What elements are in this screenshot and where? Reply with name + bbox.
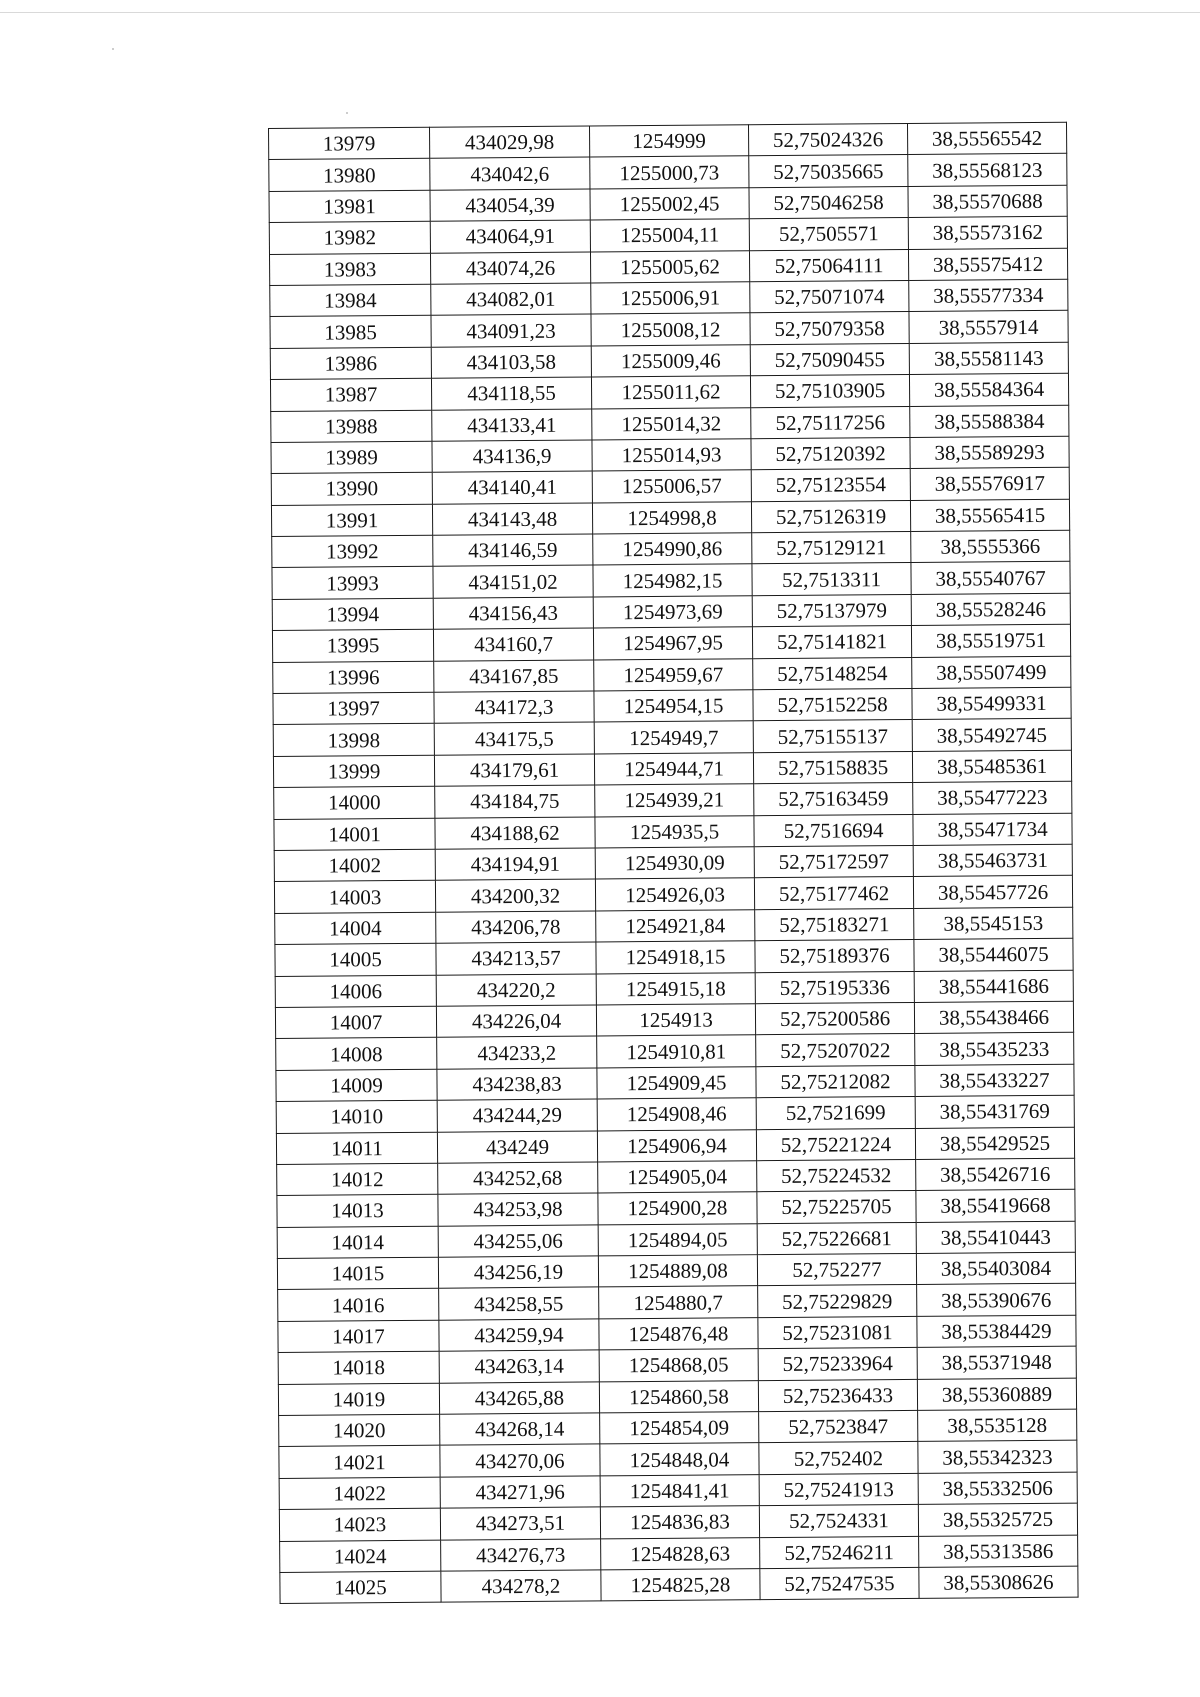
longitude-cell: 38,55485361	[912, 750, 1071, 783]
y-coordinate-cell: 1254939,21	[595, 784, 754, 817]
x-coordinate-cell: 434252,68	[438, 1162, 598, 1195]
y-coordinate-cell: 1254982,15	[593, 564, 752, 597]
y-coordinate-cell: 1255011,62	[591, 376, 750, 409]
longitude-cell: 38,55463731	[913, 844, 1072, 877]
latitude-cell: 52,75195336	[755, 971, 914, 1004]
point-number-cell: 13984	[270, 284, 431, 317]
x-coordinate-cell: 434268,14	[440, 1413, 600, 1446]
point-number-cell: 14019	[278, 1383, 439, 1416]
longitude-cell: 38,55565415	[910, 499, 1069, 532]
latitude-cell: 52,75229829	[758, 1285, 917, 1318]
y-coordinate-cell: 1255009,46	[591, 344, 750, 377]
x-coordinate-cell: 434064,91	[430, 220, 590, 253]
point-number-cell: 13980	[269, 159, 430, 192]
longitude-cell: 38,55528246	[911, 593, 1070, 626]
latitude-cell: 52,752402	[759, 1442, 918, 1475]
scan-speck	[112, 48, 114, 50]
point-number-cell: 14025	[280, 1571, 441, 1604]
latitude-cell: 52,75189376	[755, 940, 914, 973]
x-coordinate-cell: 434146,59	[433, 534, 593, 567]
scan-top-edge	[0, 12, 1200, 13]
y-coordinate-cell: 1255005,62	[590, 250, 749, 283]
point-number-cell: 13990	[271, 473, 432, 506]
latitude-cell: 52,75158835	[753, 751, 912, 784]
point-number-cell: 14001	[274, 818, 435, 851]
y-coordinate-cell: 1255004,11	[590, 219, 749, 252]
x-coordinate-cell: 434103,58	[431, 346, 591, 379]
y-coordinate-cell: 1254915,18	[596, 972, 755, 1005]
y-coordinate-cell: 1254854,09	[600, 1412, 759, 1445]
x-coordinate-cell: 434042,6	[430, 157, 590, 190]
longitude-cell: 38,55431769	[915, 1095, 1074, 1128]
x-coordinate-cell: 434206,78	[436, 911, 596, 944]
point-number-cell: 13996	[273, 661, 434, 694]
latitude-cell: 52,75241913	[759, 1473, 918, 1506]
longitude-cell: 38,55438466	[914, 1001, 1073, 1034]
y-coordinate-cell: 1255000,73	[590, 156, 749, 189]
point-number-cell: 14022	[279, 1477, 440, 1510]
y-coordinate-cell: 1254860,58	[599, 1380, 758, 1413]
y-coordinate-cell: 1254944,71	[594, 753, 753, 786]
latitude-cell: 52,75183271	[755, 908, 914, 941]
longitude-cell: 38,55507499	[912, 656, 1071, 689]
longitude-cell: 38,55308626	[919, 1566, 1078, 1599]
x-coordinate-cell: 434255,06	[438, 1225, 598, 1258]
y-coordinate-cell: 1255002,45	[590, 188, 749, 221]
latitude-cell: 52,75129121	[752, 532, 911, 565]
latitude-cell: 52,75046258	[749, 186, 908, 219]
point-number-cell: 13983	[269, 253, 430, 286]
x-coordinate-cell: 434249	[437, 1130, 597, 1163]
point-number-cell: 13994	[272, 598, 433, 631]
point-number-cell: 14020	[279, 1414, 440, 1447]
y-coordinate-cell: 1254900,28	[598, 1192, 757, 1225]
point-number-cell: 13995	[272, 629, 433, 662]
latitude-cell: 52,75231081	[758, 1316, 917, 1349]
latitude-cell: 52,752277	[757, 1254, 916, 1287]
point-number-cell: 13999	[273, 755, 434, 788]
y-coordinate-cell: 1254868,05	[599, 1349, 758, 1382]
latitude-cell: 52,75163459	[754, 783, 913, 816]
y-coordinate-cell: 1254990,86	[593, 533, 752, 566]
x-coordinate-cell: 434136,9	[432, 440, 592, 473]
y-coordinate-cell: 1254906,94	[597, 1129, 756, 1162]
longitude-cell: 38,55446075	[914, 938, 1073, 971]
x-coordinate-cell: 434259,94	[439, 1319, 599, 1352]
point-number-cell: 13979	[269, 127, 430, 160]
x-coordinate-cell: 434160,7	[433, 628, 593, 661]
x-coordinate-cell: 434188,62	[435, 817, 595, 850]
point-number-cell: 13988	[271, 410, 432, 443]
point-number-cell: 14023	[279, 1508, 440, 1541]
x-coordinate-cell: 434074,26	[430, 252, 590, 285]
latitude-cell: 52,75224532	[757, 1159, 916, 1192]
y-coordinate-cell: 1254825,28	[601, 1569, 760, 1602]
y-coordinate-cell: 1255006,57	[592, 470, 751, 503]
latitude-cell: 52,75177462	[754, 877, 913, 910]
longitude-cell: 38,55577334	[909, 279, 1068, 312]
longitude-cell: 38,55492745	[912, 719, 1071, 752]
latitude-cell: 52,75236433	[758, 1379, 917, 1412]
longitude-cell: 38,55390676	[917, 1284, 1076, 1317]
point-number-cell: 13981	[269, 190, 430, 223]
table-row	[280, 1566, 1078, 1604]
longitude-cell: 38,55588384	[910, 405, 1069, 438]
y-coordinate-cell: 1254910,81	[597, 1035, 756, 1068]
point-number-cell: 14014	[277, 1226, 438, 1259]
x-coordinate-cell: 434194,91	[435, 848, 595, 881]
latitude-cell: 52,75246211	[760, 1536, 919, 1569]
x-coordinate-cell: 434054,39	[430, 189, 590, 222]
latitude-cell: 52,75064111	[749, 249, 908, 282]
longitude-cell: 38,55568123	[908, 154, 1067, 187]
x-coordinate-cell: 434233,2	[437, 1036, 597, 1069]
latitude-cell: 52,75123554	[751, 469, 910, 502]
point-number-cell: 13987	[270, 378, 431, 411]
y-coordinate-cell: 1254909,45	[597, 1066, 756, 1099]
longitude-cell: 38,55471734	[913, 813, 1072, 846]
point-number-cell: 14005	[275, 943, 436, 976]
x-coordinate-cell: 434156,43	[433, 597, 593, 630]
y-coordinate-cell: 1254959,67	[594, 658, 753, 691]
scan-speck	[346, 112, 348, 114]
y-coordinate-cell: 1254905,04	[598, 1161, 757, 1194]
longitude-cell: 38,55576917	[910, 468, 1069, 501]
point-number-cell: 13991	[271, 504, 432, 537]
coordinates-table-body	[269, 122, 1079, 1604]
x-coordinate-cell: 434253,98	[438, 1193, 598, 1226]
y-coordinate-cell: 1254921,84	[596, 909, 755, 942]
point-number-cell: 14021	[279, 1446, 440, 1479]
y-coordinate-cell: 1254908,46	[597, 1098, 756, 1131]
longitude-cell: 38,55570688	[908, 185, 1067, 218]
latitude-cell: 52,7523847	[759, 1410, 918, 1443]
latitude-cell: 52,7505571	[749, 218, 908, 251]
y-coordinate-cell: 1254918,15	[596, 941, 755, 974]
longitude-cell: 38,5555366	[911, 530, 1070, 563]
point-number-cell: 14017	[278, 1320, 439, 1353]
x-coordinate-cell: 434273,51	[440, 1507, 600, 1540]
point-number-cell: 14013	[277, 1194, 438, 1227]
longitude-cell: 38,5545153	[914, 907, 1073, 940]
longitude-cell: 38,55435233	[915, 1033, 1074, 1066]
longitude-cell: 38,55565542	[907, 122, 1066, 155]
latitude-cell: 52,75172597	[754, 845, 913, 878]
x-coordinate-cell: 434151,02	[433, 565, 593, 598]
point-number-cell: 14008	[276, 1038, 437, 1071]
x-coordinate-cell: 434179,61	[434, 754, 594, 787]
longitude-cell: 38,55384429	[917, 1315, 1076, 1348]
latitude-cell: 52,75126319	[751, 500, 910, 533]
latitude-cell: 52,75152258	[753, 688, 912, 721]
latitude-cell: 52,75200586	[755, 1002, 914, 1035]
y-coordinate-cell: 1254889,08	[598, 1255, 757, 1288]
x-coordinate-cell: 434175,5	[434, 722, 594, 755]
longitude-cell: 38,55360889	[917, 1378, 1076, 1411]
point-number-cell: 14018	[278, 1351, 439, 1384]
point-number-cell: 13989	[271, 441, 432, 474]
latitude-cell: 52,75247535	[760, 1567, 919, 1600]
y-coordinate-cell: 1255014,32	[592, 407, 751, 440]
x-coordinate-cell: 434133,41	[432, 408, 592, 441]
y-coordinate-cell: 1255014,93	[592, 439, 751, 472]
longitude-cell: 38,55433227	[915, 1064, 1074, 1097]
longitude-cell: 38,55410443	[916, 1221, 1075, 1254]
longitude-cell: 38,55325725	[918, 1503, 1077, 1536]
latitude-cell: 52,75221224	[756, 1128, 915, 1161]
point-number-cell: 13982	[269, 221, 430, 254]
point-number-cell: 13992	[272, 535, 433, 568]
longitude-cell: 38,55426716	[916, 1158, 1075, 1191]
y-coordinate-cell: 1255006,91	[591, 282, 750, 315]
latitude-cell: 52,75120392	[751, 437, 910, 470]
x-coordinate-cell: 434082,01	[431, 283, 591, 316]
y-coordinate-cell: 1254930,09	[595, 847, 754, 880]
latitude-cell: 52,7513311	[752, 563, 911, 596]
x-coordinate-cell: 434265,88	[439, 1382, 599, 1415]
latitude-cell: 52,75071074	[750, 280, 909, 313]
latitude-cell: 52,7516694	[754, 814, 913, 847]
x-coordinate-cell: 434140,41	[432, 471, 592, 504]
point-number-cell: 14003	[274, 881, 435, 914]
point-number-cell: 14024	[280, 1540, 441, 1573]
latitude-cell: 52,75117256	[751, 406, 910, 439]
point-number-cell: 14004	[275, 912, 436, 945]
x-coordinate-cell: 434270,06	[440, 1444, 600, 1477]
y-coordinate-cell: 1254828,63	[601, 1537, 760, 1570]
point-number-cell: 13985	[270, 316, 431, 349]
point-number-cell: 14006	[275, 975, 436, 1008]
x-coordinate-cell: 434167,85	[434, 660, 594, 693]
longitude-cell: 38,55457726	[913, 876, 1072, 909]
latitude-cell: 52,75225705	[757, 1191, 916, 1224]
x-coordinate-cell: 434238,83	[437, 1068, 597, 1101]
point-number-cell: 14000	[274, 786, 435, 819]
y-coordinate-cell: 1254836,83	[600, 1506, 759, 1539]
longitude-cell: 38,55584364	[909, 373, 1068, 406]
y-coordinate-cell: 1254967,95	[593, 627, 752, 660]
point-number-cell: 14010	[276, 1100, 437, 1133]
y-coordinate-cell: 1254876,48	[599, 1318, 758, 1351]
point-number-cell: 14016	[278, 1289, 439, 1322]
longitude-cell: 38,55371948	[917, 1346, 1076, 1379]
x-coordinate-cell: 434091,23	[431, 314, 591, 347]
latitude-cell: 52,7521699	[756, 1097, 915, 1130]
latitude-cell: 52,75137979	[752, 594, 911, 627]
x-coordinate-cell: 434184,75	[435, 785, 595, 818]
x-coordinate-cell: 434172,3	[434, 691, 594, 724]
longitude-cell: 38,5557914	[909, 311, 1068, 344]
point-number-cell: 13986	[270, 347, 431, 380]
latitude-cell: 52,75212082	[756, 1065, 915, 1098]
y-coordinate-cell: 1254973,69	[593, 596, 752, 629]
x-coordinate-cell: 434278,2	[441, 1570, 601, 1603]
longitude-cell: 38,55313586	[919, 1535, 1078, 1568]
longitude-cell: 38,55573162	[908, 216, 1067, 249]
latitude-cell: 52,75226681	[757, 1222, 916, 1255]
y-coordinate-cell: 1254926,03	[595, 878, 754, 911]
longitude-cell: 38,55441686	[914, 970, 1073, 1003]
y-coordinate-cell: 1254894,05	[598, 1223, 757, 1256]
x-coordinate-cell: 434226,04	[436, 1005, 596, 1038]
latitude-cell: 52,75035665	[749, 155, 908, 188]
latitude-cell: 52,75141821	[752, 626, 911, 659]
point-number-cell: 14002	[274, 849, 435, 882]
longitude-cell: 38,55540767	[911, 562, 1070, 595]
longitude-cell: 38,55589293	[910, 436, 1069, 469]
x-coordinate-cell: 434200,32	[435, 879, 595, 912]
longitude-cell: 38,55403084	[916, 1252, 1075, 1285]
y-coordinate-cell: 1254999	[589, 125, 748, 158]
point-number-cell: 13997	[273, 692, 434, 725]
longitude-cell: 38,55342323	[918, 1441, 1077, 1474]
x-coordinate-cell: 434263,14	[439, 1350, 599, 1383]
x-coordinate-cell: 434256,19	[438, 1256, 598, 1289]
longitude-cell: 38,55519751	[911, 624, 1070, 657]
latitude-cell: 52,75103905	[750, 375, 909, 408]
point-number-cell: 14012	[277, 1163, 438, 1196]
y-coordinate-cell: 1254880,7	[599, 1286, 758, 1319]
longitude-cell: 38,55477223	[913, 781, 1072, 814]
point-number-cell: 13998	[273, 724, 434, 757]
y-coordinate-cell: 1255008,12	[591, 313, 750, 346]
x-coordinate-cell: 434276,73	[441, 1539, 601, 1572]
longitude-cell: 38,55575412	[908, 248, 1067, 281]
y-coordinate-cell: 1254913	[596, 1004, 755, 1037]
x-coordinate-cell: 434213,57	[436, 942, 596, 975]
latitude-cell: 52,75207022	[756, 1034, 915, 1067]
point-number-cell: 14015	[277, 1257, 438, 1290]
point-number-cell: 14011	[276, 1132, 437, 1165]
longitude-cell: 38,55419668	[916, 1189, 1075, 1222]
longitude-cell: 38,5535128	[918, 1409, 1077, 1442]
point-number-cell: 14007	[275, 1006, 436, 1039]
y-coordinate-cell: 1254841,41	[600, 1474, 759, 1507]
latitude-cell: 52,75024326	[748, 123, 907, 156]
latitude-cell: 52,75090455	[750, 343, 909, 376]
y-coordinate-cell: 1254848,04	[600, 1443, 759, 1476]
x-coordinate-cell: 434220,2	[436, 973, 596, 1006]
point-number-cell: 13993	[272, 567, 433, 600]
y-coordinate-cell: 1254935,5	[595, 815, 754, 848]
latitude-cell: 52,75233964	[758, 1348, 917, 1381]
point-number-cell: 14009	[276, 1069, 437, 1102]
longitude-cell: 38,55429525	[915, 1127, 1074, 1160]
x-coordinate-cell: 434143,48	[432, 503, 592, 536]
x-coordinate-cell: 434244,29	[437, 1099, 597, 1132]
latitude-cell: 52,75079358	[750, 312, 909, 345]
latitude-cell: 52,75155137	[753, 720, 912, 753]
x-coordinate-cell: 434271,96	[440, 1476, 600, 1509]
coordinates-table	[268, 122, 1079, 1605]
y-coordinate-cell: 1254998,8	[592, 501, 751, 534]
x-coordinate-cell: 434118,55	[431, 377, 591, 410]
x-coordinate-cell: 434258,55	[439, 1287, 599, 1320]
y-coordinate-cell: 1254954,15	[594, 690, 753, 723]
y-coordinate-cell: 1254949,7	[594, 721, 753, 754]
x-coordinate-cell: 434029,98	[429, 126, 589, 159]
latitude-cell: 52,7524331	[759, 1505, 918, 1538]
latitude-cell: 52,75148254	[753, 657, 912, 690]
longitude-cell: 38,55581143	[909, 342, 1068, 375]
longitude-cell: 38,55332506	[918, 1472, 1077, 1505]
longitude-cell: 38,55499331	[912, 687, 1071, 720]
